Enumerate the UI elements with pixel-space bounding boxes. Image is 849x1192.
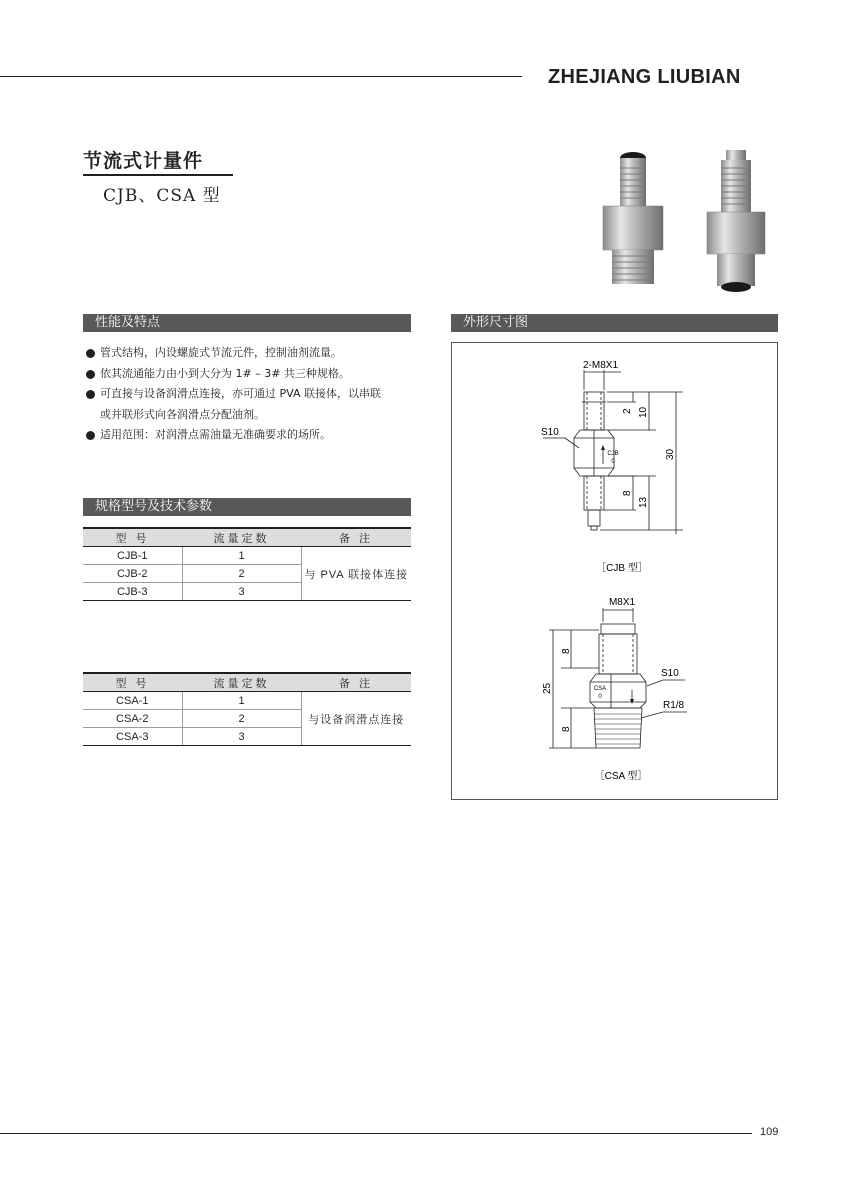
footer-rule xyxy=(0,1133,752,1134)
col-header-model: 型 号 xyxy=(83,673,182,692)
spec-table-cjb xyxy=(83,527,411,601)
csa-dim-total: 25 xyxy=(542,682,553,694)
cell-model: CSA-1 xyxy=(83,692,182,710)
cjb-dimension-drawing xyxy=(451,342,778,582)
page-title: 节流式计量件 xyxy=(83,150,204,172)
cell-note: 与设备润滑点连接 xyxy=(301,692,411,746)
cell-flow: 3 xyxy=(182,728,301,746)
csa-mark: CSA xyxy=(593,686,607,692)
csa-dim-bottom-len: 8 xyxy=(561,726,572,732)
page-subtitle: CJB、CSA 型 xyxy=(103,186,221,206)
csa-hex-label: S10 xyxy=(661,668,679,679)
cjb-dim-total: 30 xyxy=(665,448,676,460)
col-header-note: 备 注 xyxy=(301,673,411,692)
cjb-thread-label: 2-M8X1 xyxy=(583,360,619,371)
cjb-mark-num: 0 xyxy=(611,459,615,465)
cell-model: CJB-1 xyxy=(83,547,182,565)
csa-mark-num: 0 xyxy=(598,694,602,700)
col-header-flow: 流量定数 xyxy=(182,528,301,547)
feature-item-continued: 或并联形式向各润滑点分配油剂。 xyxy=(100,407,265,421)
cjb-dim-top-len: 10 xyxy=(638,406,649,418)
csa-caption: ［CSA 型］ xyxy=(594,771,648,782)
csa-dimension-drawing xyxy=(451,590,778,795)
cjb-photo xyxy=(603,152,663,284)
spec-table-csa xyxy=(83,672,411,746)
table-header-row xyxy=(83,528,411,547)
cjb-caption: ［CJB 型］ xyxy=(596,563,648,574)
cell-model: CSA-2 xyxy=(83,710,182,728)
cjb-hex-label: S10 xyxy=(541,427,559,438)
product-photo xyxy=(590,140,780,300)
col-header-note: 备 注 xyxy=(301,528,411,547)
feature-item: 适用范围：对润滑点需油量无准确要求的场所。 xyxy=(85,425,415,446)
csa-pipe-thread-label: R1/8 xyxy=(663,700,685,711)
features-list xyxy=(85,343,415,446)
feature-item: 可直接与设备润滑点连接，亦可通过 PVA 联接体，以串联 xyxy=(85,384,415,405)
cell-model: CJB-2 xyxy=(83,565,182,583)
cell-note: 与 PVA 联接体连接 xyxy=(301,547,411,601)
table-row xyxy=(83,547,411,565)
csa-thread-label: M8X1 xyxy=(608,597,636,608)
header-rule xyxy=(0,76,522,77)
specs-section-header: 规格型号及技术参数 xyxy=(83,498,411,516)
col-header-flow: 流量定数 xyxy=(182,673,301,692)
feature-item: 管式结构，内设螺旋式节流元件，控制油剂流量。 xyxy=(85,343,415,364)
cell-flow: 2 xyxy=(182,710,301,728)
cell-model: CSA-3 xyxy=(83,728,182,746)
cjb-dim-bottom-thread: 8 xyxy=(622,490,633,496)
page-number: 109 xyxy=(760,1126,779,1138)
cjb-mark: CJB xyxy=(607,451,619,457)
title-underline xyxy=(83,174,233,176)
brand-name: ZHEJIANG LIUBIAN xyxy=(548,66,741,88)
cell-flow: 1 xyxy=(182,547,301,565)
features-section-header: 性能及特点 xyxy=(83,314,411,332)
cjb-dim-top-thread: 2 xyxy=(622,408,633,414)
col-header-model: 型 号 xyxy=(83,528,182,547)
csa-dim-top-len: 8 xyxy=(561,648,572,654)
table-header-row xyxy=(83,673,411,692)
cjb-dim-bottom-len: 13 xyxy=(638,496,649,508)
csa-photo xyxy=(707,150,765,292)
cell-flow: 3 xyxy=(182,583,301,601)
cell-model: CJB-3 xyxy=(83,583,182,601)
table-row xyxy=(83,692,411,710)
cell-flow: 1 xyxy=(182,692,301,710)
feature-item: 依其流通能力由小到大分为 1# – 3# 共三种规格。 xyxy=(85,364,415,385)
cell-flow: 2 xyxy=(182,565,301,583)
dimensions-section-header: 外形尺寸图 xyxy=(451,314,778,332)
